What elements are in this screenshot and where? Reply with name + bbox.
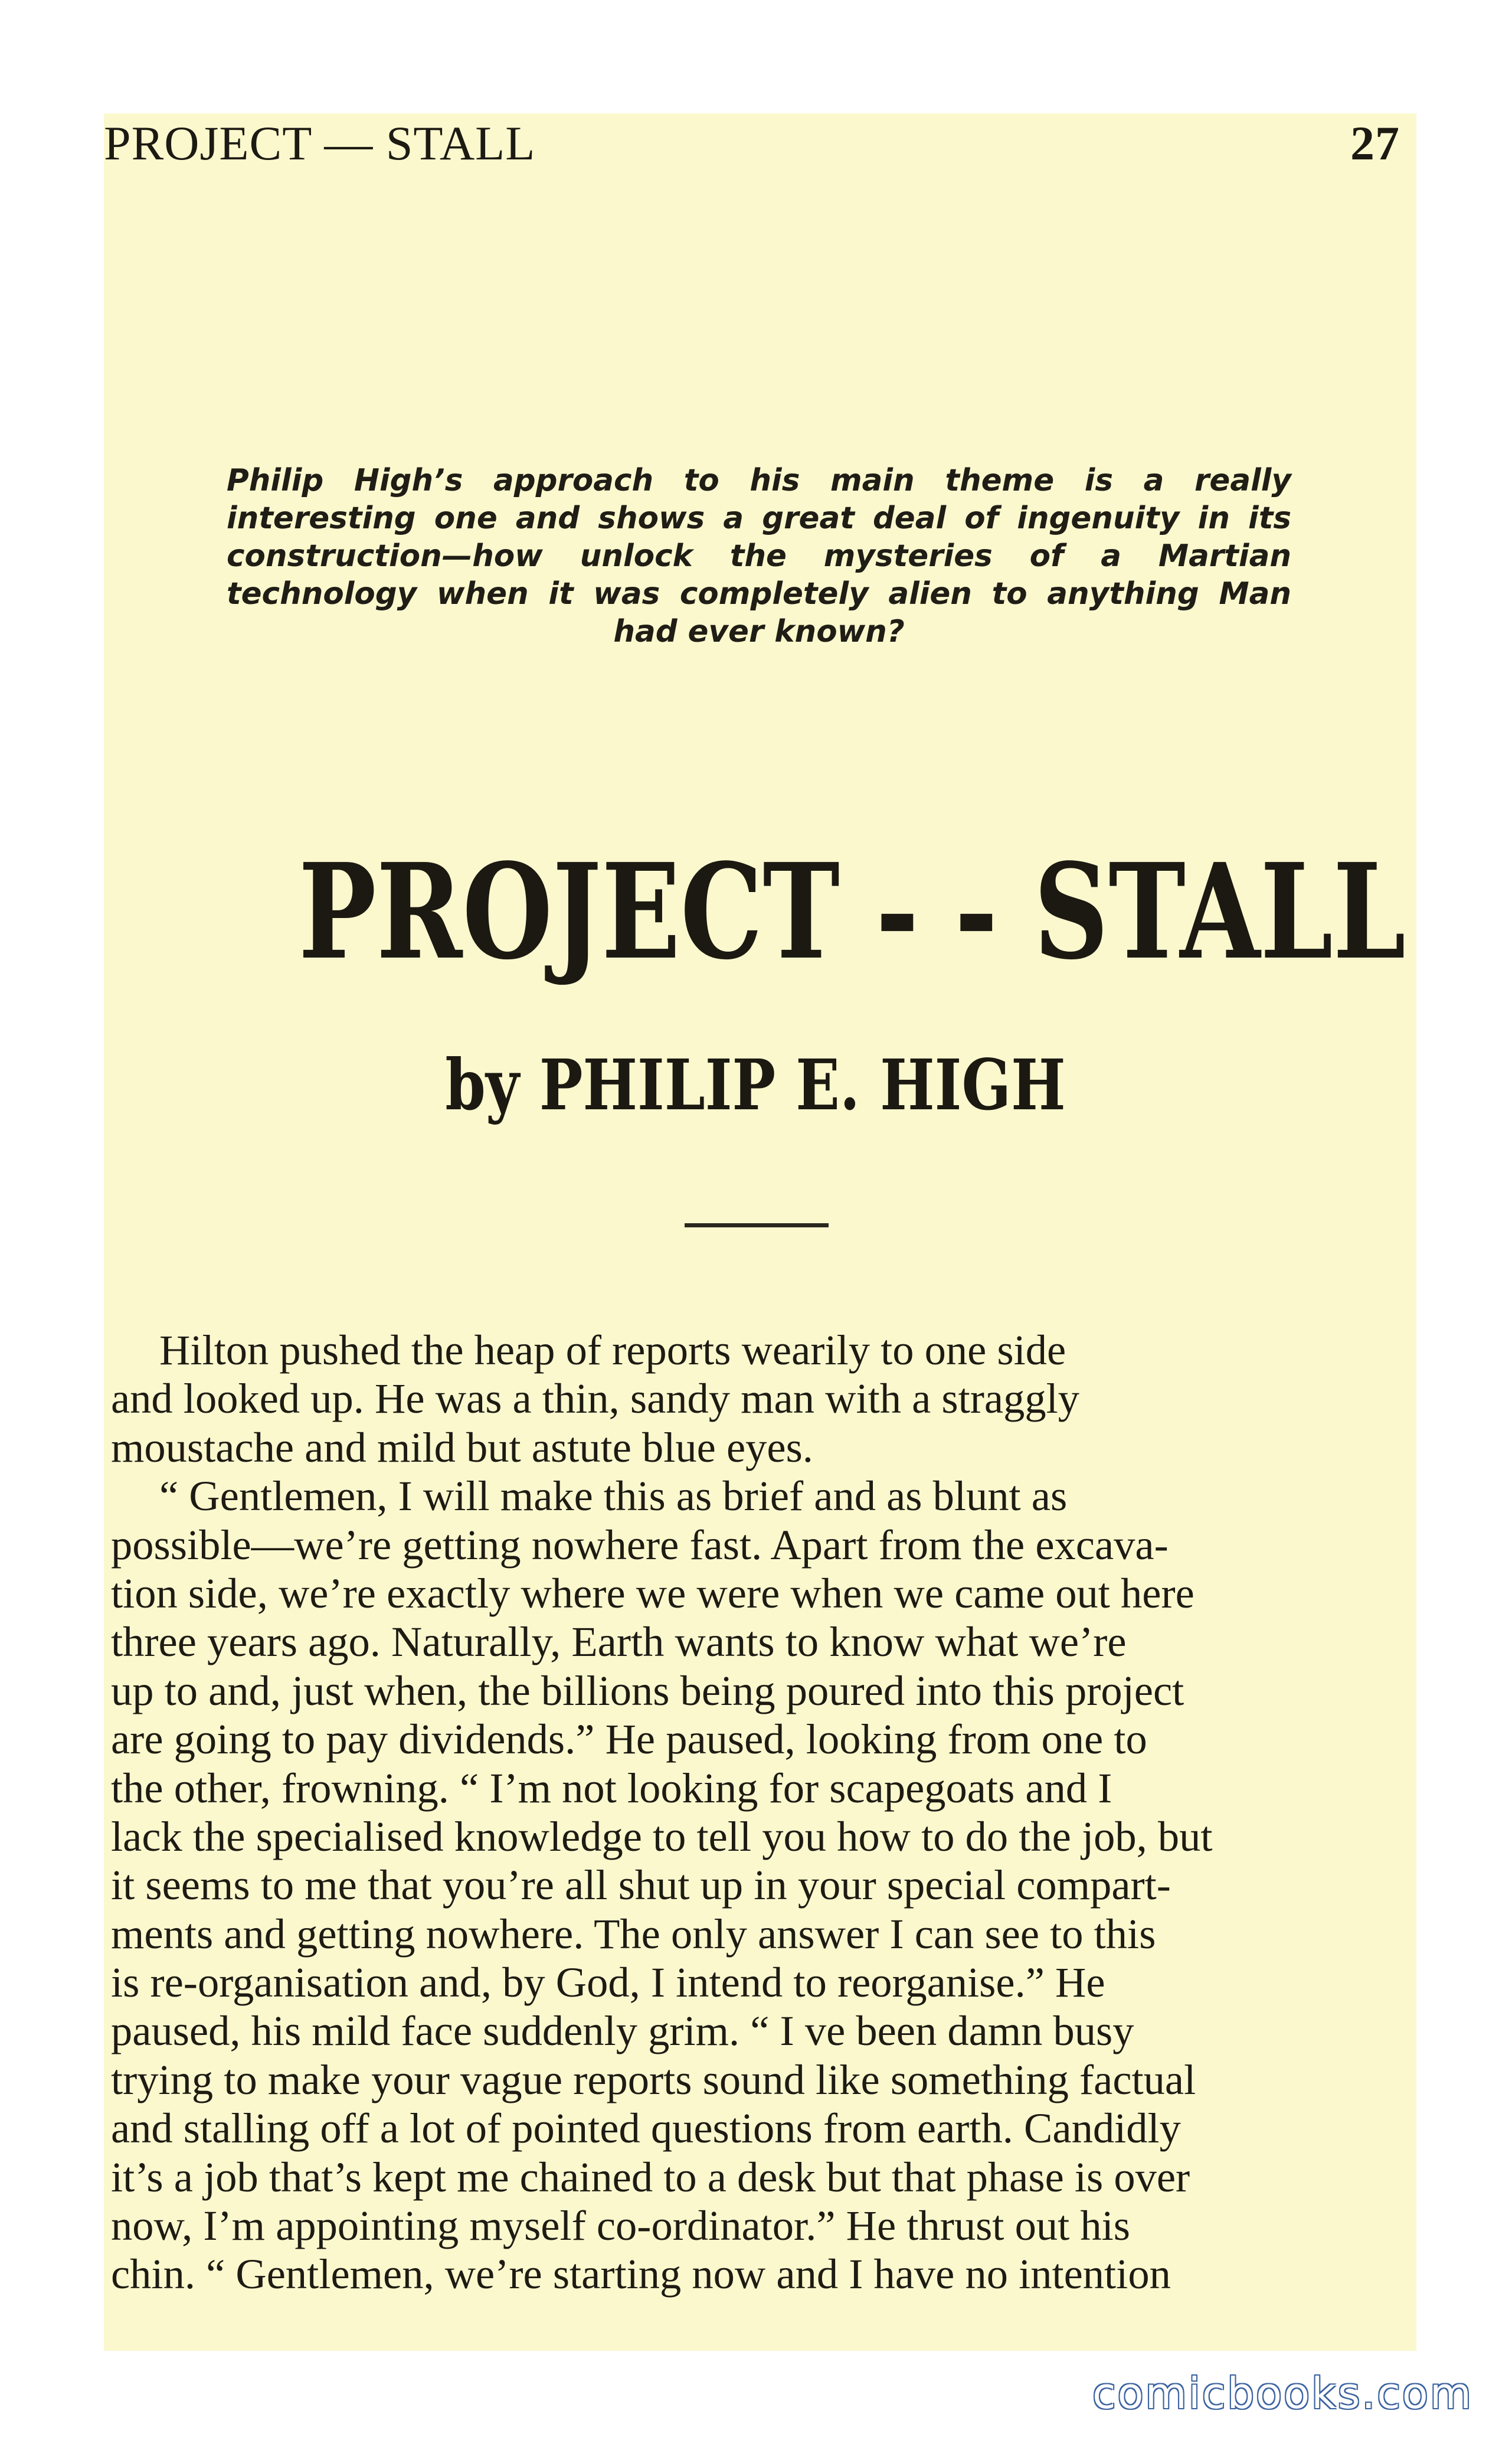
body-line: the other, frowning. “ I’m not looking for scapegoats and I bbox=[111, 1763, 1112, 1812]
body-line: are going to pay dividends.” He paused, looking from one to bbox=[111, 1715, 1147, 1763]
body-line: ments and getting nowhere. The only answer I can see to this bbox=[111, 1909, 1156, 1958]
body-line: moustache and mild but astute blue eyes. bbox=[111, 1423, 813, 1471]
story-title: PROJECT - - STALL bbox=[298, 835, 1406, 989]
body-line: “ Gentlemen, I will make this as brief and as blunt as bbox=[159, 1472, 1068, 1520]
byline: by PHILIP E. HIGH bbox=[445, 1044, 1066, 1126]
running-head bbox=[104, 116, 1402, 181]
body-line: it’s a job that’s kept me chained to a desk but that phase is over bbox=[111, 2152, 1190, 2201]
body-line: Hilton pushed the heap of reports wearily to one side bbox=[159, 1326, 1066, 1374]
body-line: and looked up. He was a thin, sandy man with a straggly bbox=[111, 1374, 1079, 1423]
body-text bbox=[111, 1326, 1407, 2299]
body-line: chin. “ Gentlemen, we’re starting now and I have no intention bbox=[111, 2250, 1171, 2298]
body-line: three years ago. Naturally, Earth wants to know what we’re bbox=[111, 1618, 1127, 1666]
page-number: 27 bbox=[1350, 116, 1400, 170]
body-line: is re-organisation and, by God, I intend to reorganise.” He bbox=[111, 1958, 1105, 2007]
body-line: tion side, we’re exactly where we were when we came out here bbox=[111, 1569, 1194, 1617]
body-line: paused, his mild face suddenly grim. “ I ve been damn busy bbox=[111, 2007, 1134, 2055]
body-line: up to and, just when, the billions being poured into this project bbox=[111, 1666, 1184, 1714]
body-line: it seems to me that you’re all shut up in your special compart- bbox=[111, 1861, 1171, 1909]
body-line: now, I’m appointing myself co-ordinator.” He thrust out his bbox=[111, 2201, 1130, 2250]
body-line: trying to make your vague reports sound like something factual bbox=[111, 2055, 1196, 2103]
body-line: possible—we’re getting nowhere fast. Apart from the excava- bbox=[111, 1520, 1169, 1569]
story-intro: Philip High’s approach to his main theme is a really interesting one and shows a great deal of ingenuity in its construction—how unlock the mysteries of a Martian technology when it was completely alien to anything Man had ever known? bbox=[227, 463, 1291, 649]
body-line: and stalling off a lot of pointed questions from earth. Candidly bbox=[111, 2104, 1181, 2152]
watermark: comicbooks.com bbox=[1092, 2369, 1473, 2418]
body-line: lack the specialised knowledge to tell you how to do the job, but bbox=[111, 1812, 1213, 1860]
running-head-title: PROJECT — STALL bbox=[104, 116, 536, 170]
divider-rule bbox=[685, 1223, 829, 1227]
